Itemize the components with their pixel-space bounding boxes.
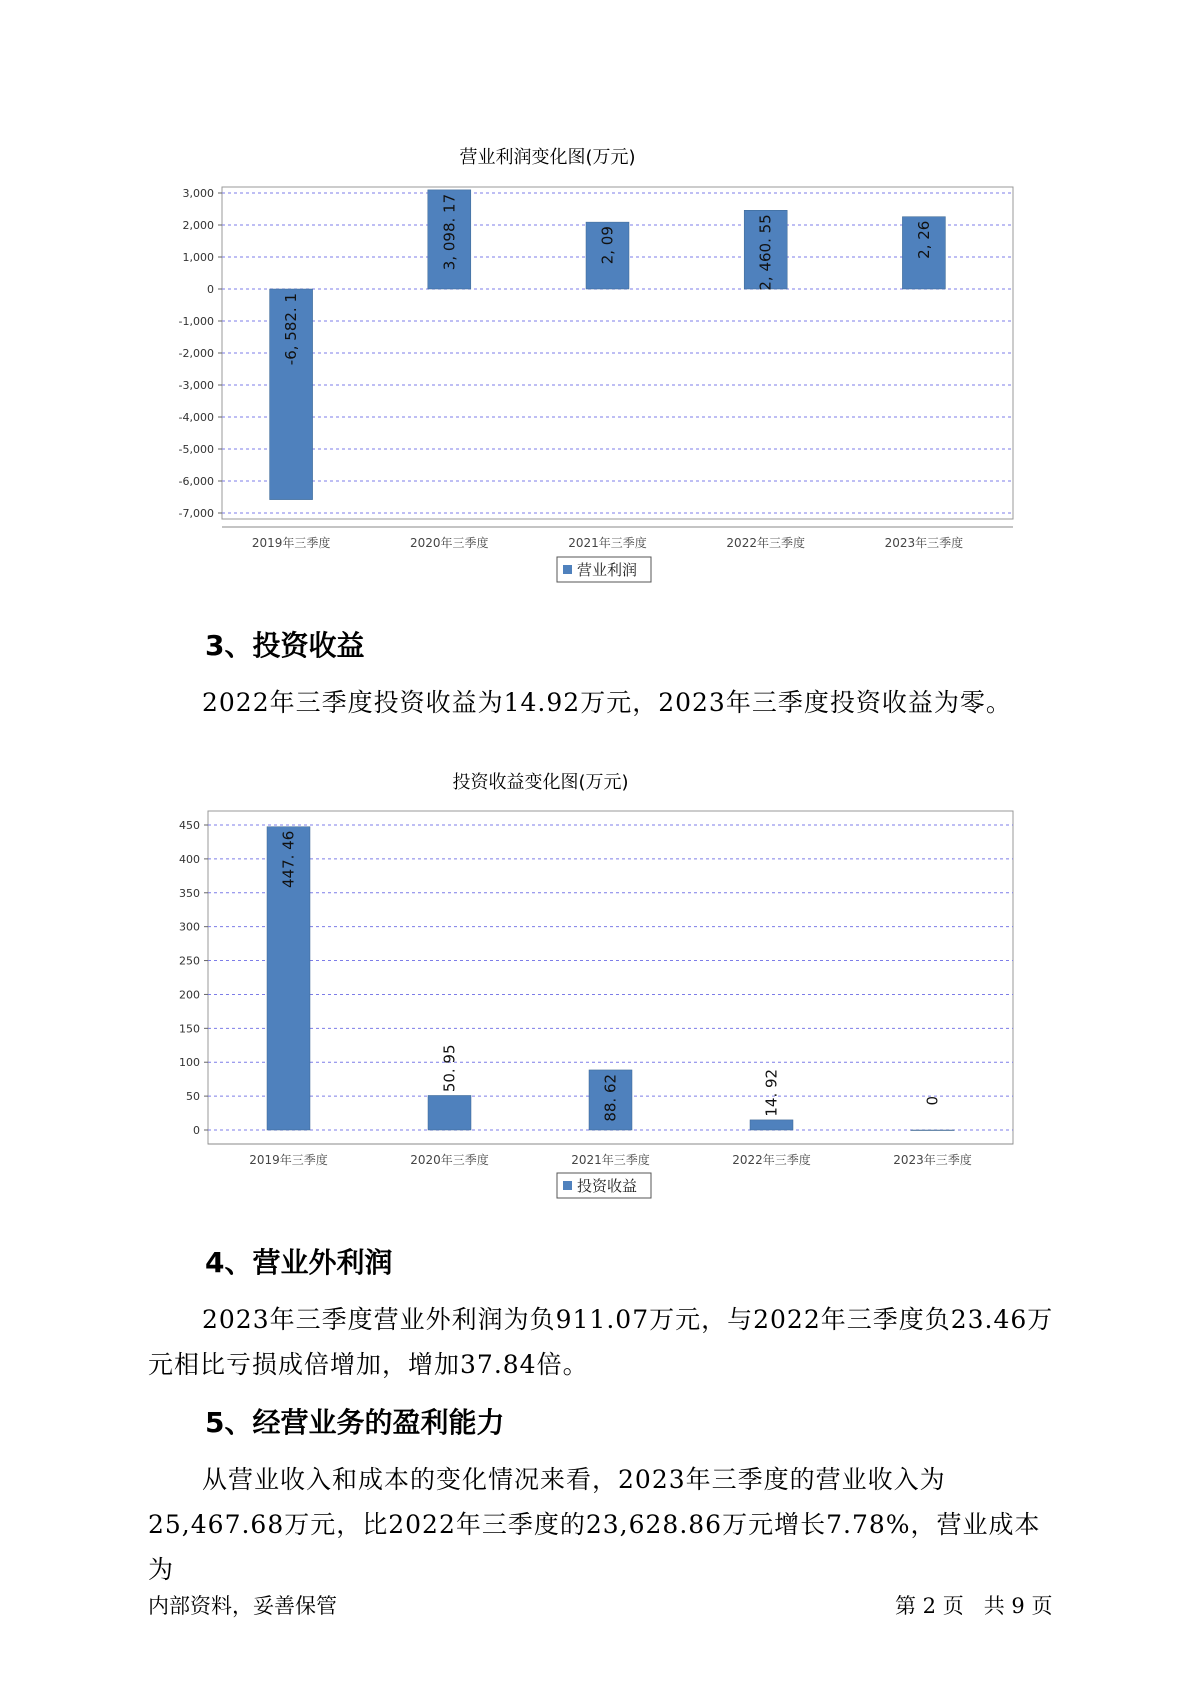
x-category-label: 2020年三季度 [410, 1153, 489, 1167]
bar-data-label: 2, 09 [598, 226, 617, 265]
section-5-heading: 5、经营业务的盈利能力 [205, 1406, 505, 1439]
section-3-heading: 3、投资收益 [205, 629, 365, 662]
bar-data-label: 50. 95 [440, 1044, 459, 1093]
operating-profit-chart [0, 140, 1191, 590]
x-category-label: 2023年三季度 [884, 536, 964, 550]
section-4-heading: 4、营业外利润 [205, 1246, 393, 1279]
y-tick-label: -4,000 [178, 411, 214, 424]
investment-income-chart-svg [0, 754, 1191, 1204]
legend-swatch [563, 565, 572, 574]
y-tick-label: 3,000 [182, 187, 214, 200]
legend-swatch [563, 1181, 572, 1190]
bar [750, 1120, 793, 1130]
y-tick-label: 1,000 [182, 251, 214, 264]
bar-data-label: 447. 46 [279, 830, 298, 888]
y-tick-label: 0 [207, 283, 214, 296]
y-tick-label: -5,000 [178, 443, 214, 456]
x-category-label: 2019年三季度 [251, 536, 331, 550]
y-tick-label: -1,000 [178, 315, 214, 328]
y-tick-label: 0 [193, 1124, 200, 1137]
bar [428, 1095, 471, 1130]
x-category-label: 2020年三季度 [410, 536, 489, 550]
section-4-paragraph: 2023年三季度营业外利润为负911.07万元，与2022年三季度负23.46万元相比亏损成倍增加，增加37.84倍。 [148, 1305, 1054, 1379]
bar-data-label: 0 [923, 1096, 942, 1106]
y-tick-label: 2,000 [182, 219, 214, 232]
y-tick-label: 150 [179, 1022, 200, 1036]
bar-data-label: -6, 582. 1 [282, 293, 301, 366]
y-tick-label: -7,000 [178, 507, 214, 520]
bar-data-label: 3, 098. 17 [440, 193, 459, 271]
section-3-paragraph: 2022年三季度投资收益为14.92万元，2023年三季度投资收益为零。 [202, 688, 1012, 717]
bar-data-label: 2, 460. 55 [756, 214, 775, 291]
x-category-label: 2022年三季度 [726, 536, 805, 550]
y-tick-label: 50 [186, 1090, 200, 1104]
bar-data-label: 88. 62 [601, 1073, 620, 1122]
x-category-label: 2021年三季度 [568, 536, 647, 550]
x-category-label: 2021年三季度 [571, 1153, 650, 1167]
chart-title: 营业利润变化图(万元) [459, 147, 636, 168]
x-category-label: 2022年三季度 [732, 1153, 811, 1167]
bar-data-label: 14. 92 [762, 1068, 781, 1117]
bar-data-label: 2, 26 [914, 220, 933, 259]
y-tick-label: -6,000 [178, 475, 214, 488]
y-tick-label: 450 [179, 819, 200, 832]
section-5-paragraph: 从营业收入和成本的变化情况来看，2023年三季度的营业收入为25,467.68万元，比2022年三季度的23,628.86万元增长7.78%，营业成本为 [148, 1465, 1041, 1584]
investment-income-chart [0, 754, 1191, 1204]
y-tick-label: 350 [179, 886, 200, 900]
y-tick-label: 200 [179, 988, 200, 1002]
y-tick-label: -2,000 [178, 347, 214, 360]
footer-confidential-note: 内部资料，妥善保管 [148, 1594, 337, 1618]
x-category-label: 2019年三季度 [249, 1153, 328, 1167]
legend-label: 营业利润 [577, 561, 638, 579]
x-category-label: 2023年三季度 [893, 1153, 972, 1167]
y-tick-label: 100 [179, 1056, 200, 1070]
legend-label: 投资收益 [577, 1177, 638, 1195]
footer-page-number: 第 2 页 共 9 页 [895, 1594, 1053, 1618]
y-tick-label: -3,000 [178, 379, 214, 392]
operating-profit-chart-svg [0, 140, 1191, 590]
chart-title: 投资收益变化图(万元) [452, 772, 629, 793]
y-tick-label: 300 [179, 920, 200, 934]
bar [911, 1130, 954, 1131]
y-tick-label: 250 [179, 954, 200, 968]
y-tick-label: 400 [179, 852, 200, 866]
